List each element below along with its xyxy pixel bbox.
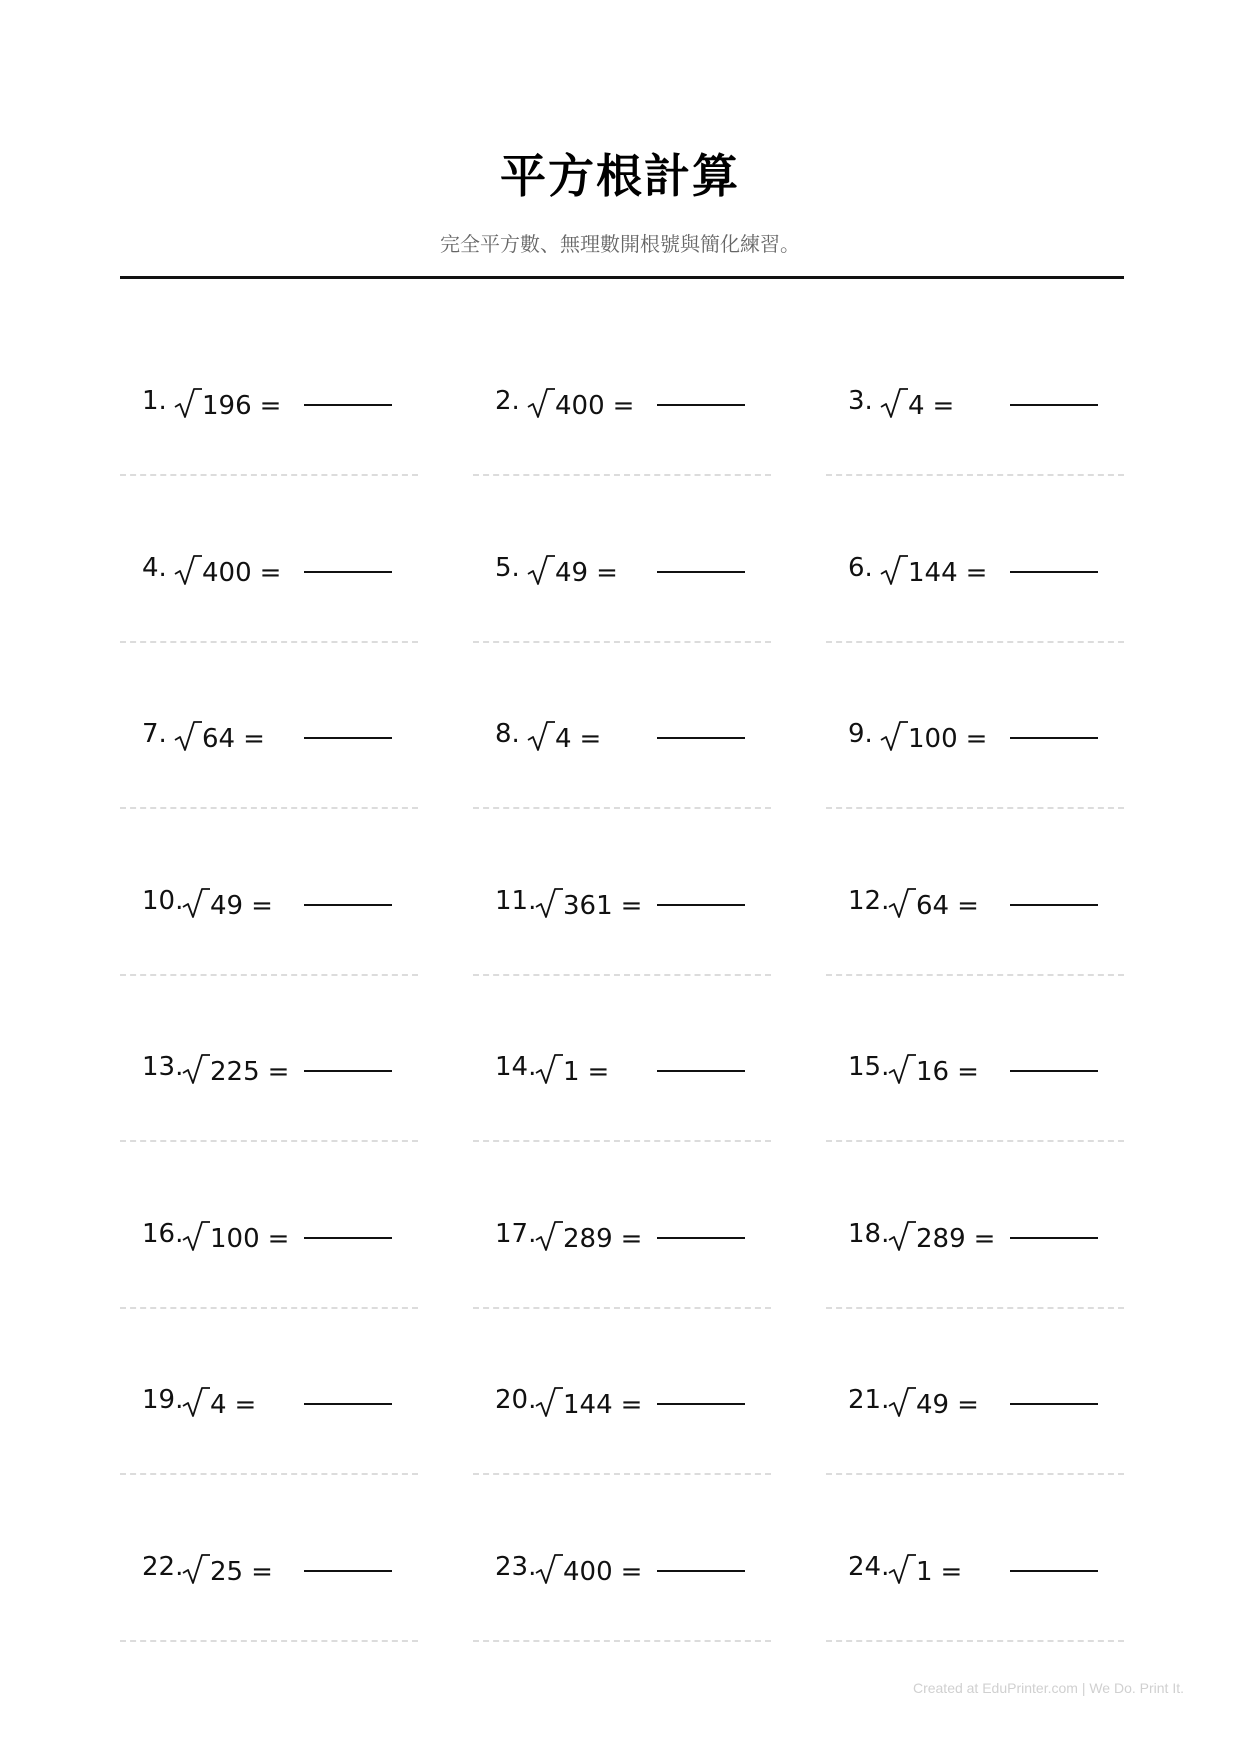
square-root-icon — [525, 553, 555, 587]
problem-row — [120, 501, 1124, 668]
square-root-expression — [533, 1385, 642, 1420]
problem-row — [120, 667, 1124, 834]
answer-blank[interactable] — [1010, 904, 1098, 906]
radicand: 4 — [210, 1390, 227, 1420]
problem-number: 14. — [495, 1052, 537, 1082]
radicand: 400 — [202, 557, 252, 588]
problem-number: 6. — [848, 552, 873, 583]
equals-sign: = — [620, 1223, 643, 1254]
header-divider — [120, 276, 1124, 279]
answer-blank[interactable] — [1010, 571, 1098, 573]
answer-blank[interactable] — [1010, 1070, 1098, 1072]
square-root-icon — [878, 386, 908, 420]
problem-item — [120, 1167, 418, 1309]
answer-blank[interactable] — [304, 404, 392, 406]
problem-number: 1. — [142, 386, 167, 416]
radicand: 1 — [916, 1556, 933, 1587]
square-root-expression — [180, 1552, 273, 1587]
square-root-icon — [180, 1385, 210, 1419]
answer-blank[interactable] — [1010, 1403, 1098, 1405]
square-root-expression — [525, 386, 634, 421]
problem-item — [473, 501, 771, 643]
problem-item — [826, 1167, 1124, 1309]
radicand: 25 — [210, 1556, 244, 1587]
problem-item — [473, 1000, 771, 1142]
problem-number: 11. — [495, 885, 537, 916]
answer-blank[interactable] — [1010, 737, 1098, 739]
problem-item — [120, 501, 418, 643]
radicand: 4 — [908, 391, 925, 421]
problem-item — [120, 1000, 418, 1142]
equals-sign: = — [620, 1390, 643, 1420]
square-root-expression — [180, 886, 273, 921]
square-root-expression — [533, 886, 642, 921]
square-root-icon — [886, 886, 916, 920]
equals-sign: = — [965, 724, 988, 754]
square-root-expression — [525, 553, 618, 588]
equals-sign: = — [957, 890, 979, 921]
problem-number: 9. — [848, 719, 873, 749]
radicand: 225 — [210, 1057, 260, 1087]
problem-number: 21. — [848, 1385, 890, 1415]
problem-number: 3. — [848, 386, 873, 416]
radicand: 400 — [563, 1556, 613, 1587]
equals-sign: = — [940, 1556, 963, 1587]
answer-blank[interactable] — [1010, 1570, 1098, 1572]
problem-number: 12. — [848, 885, 890, 916]
equals-sign: = — [251, 890, 273, 921]
square-root-icon — [886, 1052, 916, 1086]
radicand: 361 — [563, 890, 613, 921]
square-root-expression — [180, 1052, 289, 1087]
problem-item — [120, 667, 418, 809]
square-root-icon — [525, 719, 555, 753]
problem-item — [826, 1500, 1124, 1642]
square-root-icon — [878, 553, 908, 587]
problem-row — [120, 1333, 1124, 1500]
answer-blank[interactable] — [657, 904, 745, 906]
equals-sign: = — [957, 1057, 979, 1087]
problem-item — [826, 1333, 1124, 1475]
problem-row — [120, 1167, 1124, 1334]
problem-number: 22. — [142, 1551, 184, 1582]
problem-number: 15. — [848, 1052, 890, 1082]
equals-sign: = — [620, 890, 643, 921]
problem-number: 4. — [142, 552, 167, 583]
answer-blank[interactable] — [304, 571, 392, 573]
square-root-icon — [533, 886, 563, 920]
problem-item — [826, 834, 1124, 976]
square-root-expression — [878, 553, 987, 588]
square-root-expression — [886, 1052, 979, 1087]
equals-sign: = — [234, 1390, 257, 1420]
square-root-icon — [180, 1552, 210, 1586]
footer-credit: Created at EduPrinter.com | We Do. Print It. — [912, 1680, 1184, 1696]
problem-number: 24. — [848, 1551, 890, 1582]
square-root-icon — [172, 553, 202, 587]
square-root-expression — [533, 1052, 609, 1087]
problem-item — [826, 667, 1124, 809]
answer-blank[interactable] — [304, 1070, 392, 1072]
answer-blank[interactable] — [657, 1237, 745, 1239]
square-root-expression — [886, 886, 979, 921]
square-root-expression — [533, 1552, 642, 1587]
radicand: 64 — [916, 890, 950, 921]
problem-number: 13. — [142, 1052, 184, 1082]
equals-sign: = — [251, 1556, 273, 1587]
problem-number: 16. — [142, 1218, 184, 1249]
problem-item — [120, 834, 418, 976]
answer-blank[interactable] — [1010, 1237, 1098, 1239]
problem-item — [473, 1333, 771, 1475]
radicand: 144 — [908, 557, 958, 588]
square-root-expression — [878, 719, 987, 754]
radicand: 64 — [202, 724, 236, 754]
square-root-icon — [180, 1052, 210, 1086]
problem-number: 10. — [142, 885, 184, 916]
page-title: 平方根計算 — [500, 149, 740, 203]
problem-number: 18. — [848, 1218, 890, 1249]
square-root-expression — [886, 1552, 962, 1587]
square-root-icon — [533, 1385, 563, 1419]
square-root-icon — [886, 1385, 916, 1419]
equals-sign: = — [932, 391, 955, 421]
square-root-icon — [533, 1552, 563, 1586]
equals-sign: = — [579, 724, 602, 754]
answer-blank[interactable] — [657, 1403, 745, 1405]
radicand: 4 — [555, 724, 572, 754]
square-root-expression — [886, 1219, 995, 1254]
square-root-expression — [886, 1385, 979, 1420]
problem-item — [826, 1000, 1124, 1142]
radicand: 196 — [202, 391, 252, 421]
answer-blank[interactable] — [304, 737, 392, 739]
radicand: 289 — [916, 1223, 966, 1254]
square-root-expression — [533, 1219, 642, 1254]
problem-item — [120, 334, 418, 476]
equals-sign: = — [973, 1223, 996, 1254]
equals-sign: = — [267, 1057, 290, 1087]
problem-number: 5. — [495, 552, 520, 583]
problem-row — [120, 1500, 1124, 1667]
problem-item — [473, 1500, 771, 1642]
radicand: 49 — [555, 557, 589, 588]
square-root-icon — [886, 1552, 916, 1586]
page-subtitle: 完全平方數、無理數開根號與簡化練習。 — [440, 232, 800, 256]
square-root-icon — [172, 719, 202, 753]
problem-item — [473, 834, 771, 976]
answer-blank[interactable] — [304, 904, 392, 906]
answer-blank[interactable] — [657, 1570, 745, 1572]
answer-blank[interactable] — [304, 1237, 392, 1239]
answer-blank[interactable] — [304, 1403, 392, 1405]
square-root-icon — [878, 719, 908, 753]
equals-sign: = — [243, 724, 265, 754]
equals-sign: = — [620, 1556, 643, 1587]
answer-blank[interactable] — [657, 737, 745, 739]
problem-item — [120, 1333, 418, 1475]
answer-blank[interactable] — [657, 571, 745, 573]
problem-number: 2. — [495, 386, 520, 416]
problem-number: 20. — [495, 1385, 537, 1415]
square-root-icon — [533, 1052, 563, 1086]
square-root-expression — [172, 386, 281, 421]
equals-sign: = — [596, 557, 618, 588]
square-root-icon — [180, 1219, 210, 1253]
problem-number: 7. — [142, 719, 167, 749]
square-root-expression — [172, 553, 281, 588]
square-root-icon — [180, 886, 210, 920]
square-root-expression — [172, 719, 265, 754]
problem-number: 17. — [495, 1218, 537, 1249]
radicand: 100 — [210, 1223, 260, 1254]
square-root-icon — [886, 1219, 916, 1253]
square-root-expression — [878, 386, 954, 421]
problem-number: 19. — [142, 1385, 184, 1415]
worksheet-header — [0, 140, 1240, 257]
problem-row — [120, 834, 1124, 1001]
square-root-icon — [533, 1219, 563, 1253]
problem-item — [826, 334, 1124, 476]
radicand: 400 — [555, 391, 605, 421]
answer-blank[interactable] — [304, 1570, 392, 1572]
problem-row — [120, 1000, 1124, 1167]
square-root-expression — [180, 1219, 289, 1254]
problem-item — [826, 501, 1124, 643]
radicand: 144 — [563, 1390, 613, 1420]
radicand: 16 — [916, 1057, 950, 1087]
problem-item — [473, 1167, 771, 1309]
equals-sign: = — [965, 557, 988, 588]
square-root-icon — [525, 386, 555, 420]
radicand: 100 — [908, 724, 958, 754]
answer-blank[interactable] — [657, 1070, 745, 1072]
radicand: 49 — [210, 890, 244, 921]
problem-item — [473, 667, 771, 809]
problem-number: 8. — [495, 719, 520, 749]
equals-sign: = — [612, 391, 635, 421]
equals-sign: = — [587, 1057, 610, 1087]
problem-item — [120, 1500, 418, 1642]
radicand: 289 — [563, 1223, 613, 1254]
equals-sign: = — [259, 391, 282, 421]
square-root-expression — [180, 1385, 256, 1420]
radicand: 49 — [916, 1390, 950, 1420]
answer-blank[interactable] — [657, 404, 745, 406]
problem-item — [473, 334, 771, 476]
equals-sign: = — [259, 557, 282, 588]
problem-number: 23. — [495, 1551, 537, 1582]
square-root-icon — [172, 386, 202, 420]
square-root-expression — [525, 719, 601, 754]
answer-blank[interactable] — [1010, 404, 1098, 406]
problem-row — [120, 334, 1124, 501]
equals-sign: = — [267, 1223, 290, 1254]
radicand: 1 — [563, 1057, 580, 1087]
equals-sign: = — [957, 1390, 979, 1420]
